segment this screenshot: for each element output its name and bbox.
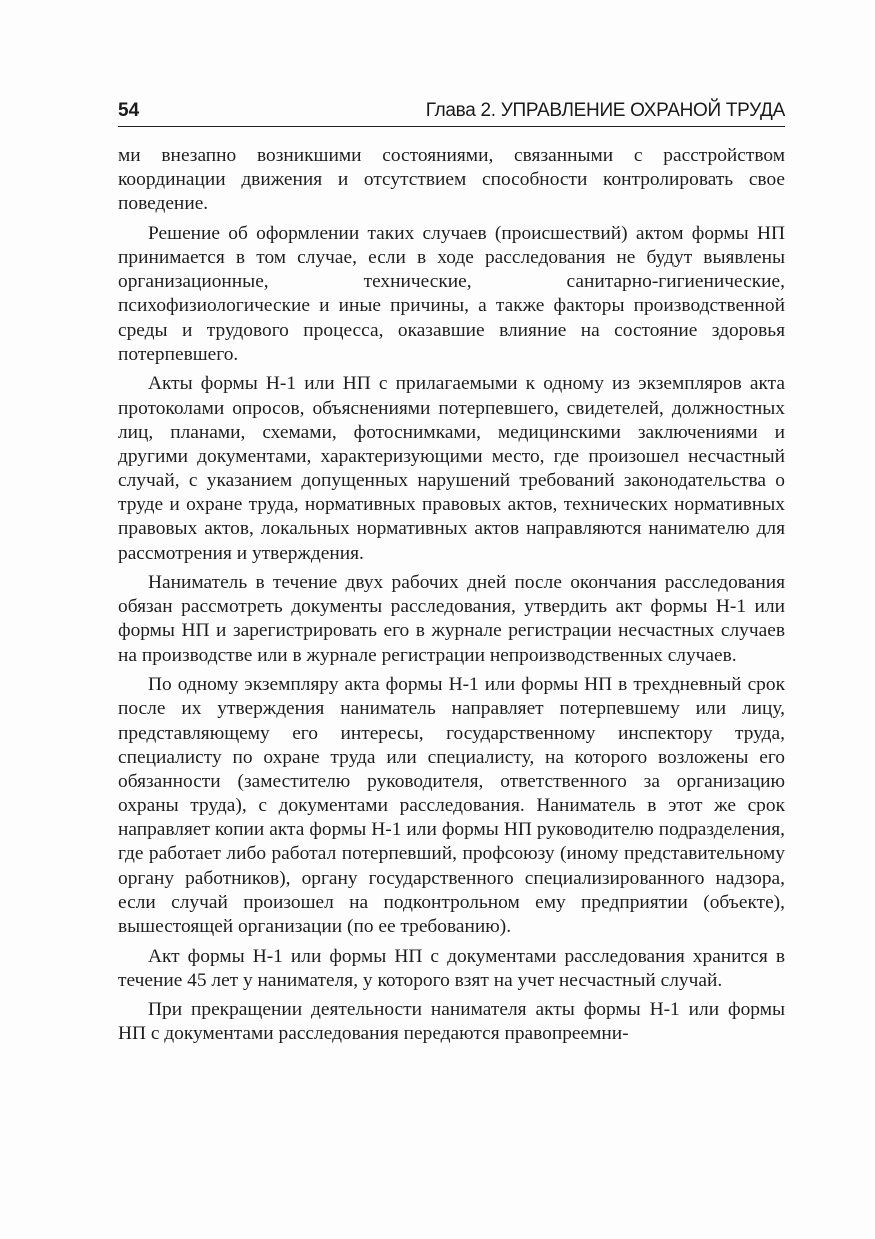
paragraph: Наниматель в течение двух рабочих дней после окончания расследования обязан рассмотреть документы расследования, утвердить акт формы Н-1 или формы НП и зарегистрировать его в журнале регистрации несчастных случаев на производстве или в журнале регистрации непроизводственных случаев. [118, 572, 785, 666]
header-rule [118, 126, 785, 127]
chapter-title: Глава 2. УПРАВЛЕНИЕ ОХРАНОЙ ТРУДА [425, 100, 785, 121]
paragraph: Акты формы Н-1 или НП с прилагаемыми к одному из экземпляров акта протоколами опросов, объяснениями потерпевшего, свидетелей, должностных лиц, планами, схемами, фотоснимками, медицинскими заключениями и другими документами, характеризующими место, где произошел несчастный случай, с указанием допущенных нарушений требований законодательства о труде и охране труда, нормативных правовых актов, технических нормативных правовых актов, локальных нормативных актов направляются нанимателю для рассмотрения и утверждения. [118, 373, 785, 564]
running-head [118, 96, 785, 126]
page-number: 54 [118, 100, 140, 121]
paragraph: Акт формы Н-1 или формы НП с документами расследования хранится в течение 45 лет у нанимателя, у которого взят на учет несчастный случай. [118, 945, 785, 991]
paragraph: По одному экземпляру акта формы Н-1 или формы НП в трехдневный срок после их утверждения наниматель направляет потерпевшему или лицу, представляющему его интересы, государственному инспектору труда, специалисту по охране труда или специалисту, на которого возложены его обязанности (заместителю руководителя, ответственного за организацию охраны труда), с документами расследования. Наниматель в этот же срок направляет копии акта формы Н-1 или формы НП руководителю подразделения, где работает либо работал потерпевший, профсоюзу (иному представительному органу работников), органу государственного специализированного надзора, если случай произошел на подконтрольном ему предприятии (объекте), вышестоящей организации (по ее требованию). [118, 674, 785, 937]
body-text [118, 144, 785, 1052]
paragraph-continuation: ми внезапно возникшими состояниями, связанными с расстройством координации движения и отсутствием способности контролировать свое поведение. [118, 145, 785, 215]
paragraph: При прекращении деятельности нанимателя акты формы Н-1 или формы НП с документами расследования передаются правопреемни- [118, 999, 785, 1045]
paragraph: Решение об оформлении таких случаев (происшествий) актом формы НП принимается в том случае, если в ходе расследования не будут выявлены организационные, технические, санитарно-гигиенические, психофизиологические и иные причины, а также факторы производственной среды и трудового процесса, оказавшие влияние на состояние здоровья потерпевшего. [118, 222, 785, 365]
